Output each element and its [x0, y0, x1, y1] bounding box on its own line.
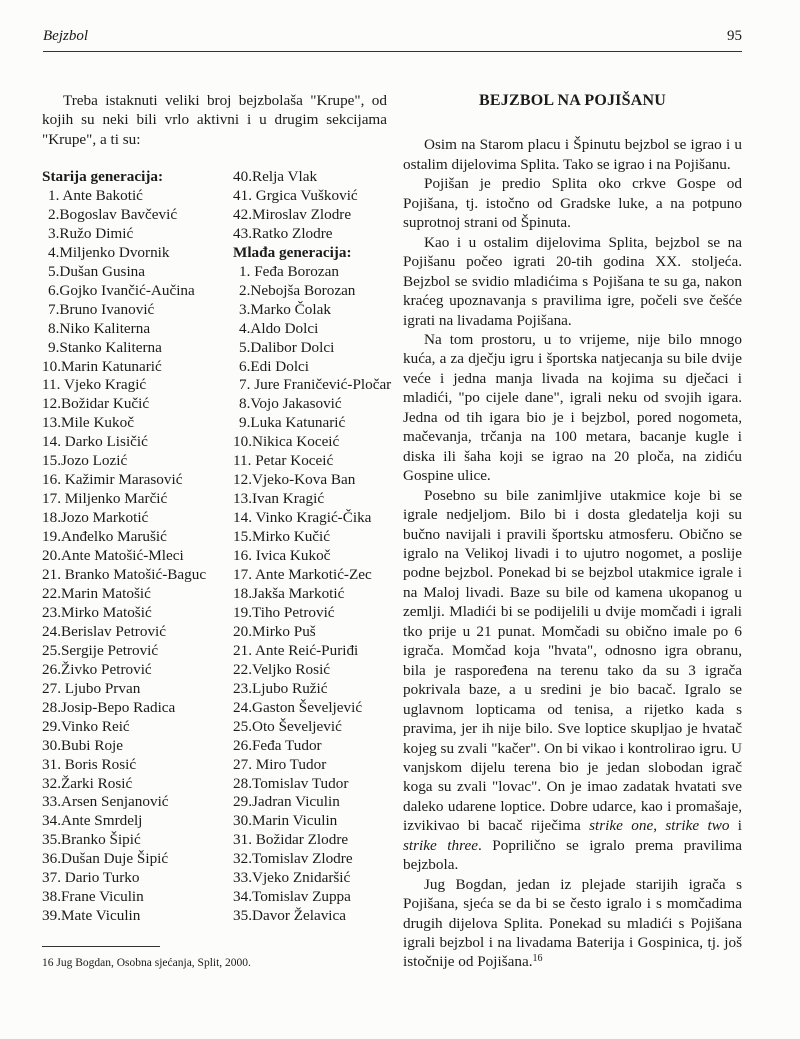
italic-term: strike two	[665, 817, 730, 835]
intro-paragraph: Treba istaknuti veliki broj bejzbolaša "Krupe", od kojih su neki bili vrlo aktivni i u drugim sekcijama "Krupe", a ti su:	[42, 92, 387, 148]
paragraph: Osim na Starom placu i Špinutu bejzbol se igrao i u ostalim dijelovima Splita. Tako se igrao i na Pojišanu.	[403, 136, 742, 173]
list-item: 6.Gojko Ivančić-Aučina	[48, 281, 195, 299]
list-item: 28.Tomislav Tudor	[233, 774, 349, 792]
list-item: 37. Dario Turko	[42, 869, 140, 887]
list-item: 33.Arsen Senjanović	[42, 793, 169, 811]
list-item: 19.Tiho Petrović	[233, 603, 335, 621]
list-item: 17. Miljenko Marčić	[42, 490, 168, 508]
list-item: 26.Feđa Tudor	[233, 736, 322, 754]
list-item: 29.Vinko Reić	[42, 717, 130, 735]
list-item: 25.Sergije Petrović	[42, 641, 159, 659]
list-item: 4.Miljenko Dvornik	[48, 243, 170, 261]
list-item: 34.Tomislav Zuppa	[233, 888, 351, 906]
list-item: 31. Božidar Zlodre	[233, 831, 349, 849]
paragraph	[403, 486, 742, 875]
list-item: 21. Ante Reić-Puriđi	[233, 641, 359, 659]
list-item: 26.Živko Petrović	[42, 660, 152, 678]
list-item: 36.Dušan Duje Šipić	[42, 850, 169, 868]
list-item: 21. Branko Matošić-Baguc	[42, 566, 207, 584]
list-heading-younger: Mlađa generacija:	[233, 243, 352, 261]
footnote: 16 Jug Bogdan, Osobna sjećanja, Split, 2000.	[42, 957, 251, 969]
list-item: 7. Jure Franičević-Pločar	[239, 376, 392, 394]
header-rule	[43, 51, 742, 52]
page-number: 95	[727, 28, 742, 44]
list-item: 8.Vojo Jakasović	[239, 395, 342, 413]
paragraph-tail: . Poprilično se igralo prema pravilima bejzbola.	[403, 836, 742, 874]
separator: ,	[653, 817, 666, 835]
list-item: 16. Ivica Kukoč	[233, 547, 331, 565]
list-item: 9.Stanko Kaliterna	[48, 338, 162, 356]
list-item: 11. Petar Koceić	[233, 452, 334, 470]
list-item: 7.Bruno Ivanović	[48, 300, 155, 318]
list-item: 12.Božidar Kučić	[42, 395, 150, 413]
paragraph: Pojišan je predio Splita oko crkve Gospe od Pojišana, tj. istočno od Gradske luke, a na potpuno suprotnoj strani od Špinuta.	[403, 175, 742, 232]
list-item: 20.Mirko Puš	[233, 622, 316, 640]
paragraph: Na tom prostoru, u to vrijeme, nije bilo mnogo kuća, a za dječju igru i športska natjecanja su bile dvije veće i jedna manja livada na kojima su dječaci i mladići, "po cijele dane", igrali neku od svojih igara. Jedna od tih igara bio je i bejzbol, pored nogometa, mačevanja, trčanja na 100 metara, bacanje kugle i diska ili šaha koji se igrao na 20 ploča, na zidiću Gospine ulice.	[403, 330, 742, 485]
list-item: 27. Ljubo Prvan	[42, 679, 141, 697]
list-item: 19.Anđelko Marušić	[42, 528, 167, 546]
list-item: 24.Gaston Ševeljević	[233, 698, 363, 716]
list-item: 41. Grgica Vušković	[233, 186, 358, 204]
list-item: 11. Vjeko Kragić	[42, 376, 147, 394]
paragraph: Kao i u ostalim dijelovima Splita, bejzbol se na Pojišanu počeo igrati 20-tih godina XX. stoljeća. Bejzbol se svidio mladićima s Pojišana te su ga, nakon kraćeg upoznavanja s pravilima igre, počeli sve češće igrati na livadama Pojišana.	[403, 233, 742, 329]
list-item: 30.Marin Viculin	[233, 812, 338, 830]
list-item: 34.Ante Smrdelj	[42, 812, 143, 830]
left-column	[42, 91, 392, 925]
list-item: 15.Mirko Kučić	[233, 528, 331, 546]
list-item: 9.Luka Katunarić	[239, 414, 346, 432]
list-item: 22.Marin Matošić	[42, 584, 151, 602]
paragraph-text: Posebno su bile zanimljive utakmice koje bi se igrale nedjeljom. Bilo bi i dosta gledatelja koji su bučno navijali i pravili športsku atmosferu. Obično se igralo na Velikoj livadi i to ujutro nogomet, a poslije podne bejzbol. Ponekad bi se bejzbol utakmice igrale i na Maloj livadi. Baze su bile od kamena ukopanog u zemlji. Mladići bi se podijelili u dvije momčadi i igrali tko prije u 21 punat. Momčadi su obično imale po 6 igrača. Momčad koja "hvata", odnosno igra obranu, bila je raspoređena na terenu tako da su 3 igrača pokrivala baze, a u sredini je bio bacač. Igralo se uglavnom lopticama od tenisa, a rijetko kada s pravima, jer ih nije bilo. Sve loptice skupljao je hvatač kojeg su zvali "kačer". On bi vikao i kontrolirao igru. U vanjskom dijelu terena bio je jedan slobodan igrač koga su zvali "lovac". On je imao zadatak hvatati sve daleko udarene loptice. Dobre udarce, kao i promašaje, izvikivao bi bacač riječima	[403, 486, 742, 835]
list-item: 20.Ante Matošić-Mleci	[42, 547, 184, 565]
player-list-column-1	[42, 168, 206, 926]
list-item: 4.Aldo Dolci	[239, 319, 319, 337]
list-item: 38.Frane Viculin	[42, 888, 144, 906]
list-item: 10.Marin Katunarić	[42, 357, 162, 375]
right-column	[403, 91, 742, 972]
list-item: 23.Ljubo Ružić	[233, 679, 328, 697]
list-item: 32.Tomislav Zlodre	[233, 850, 353, 868]
list-item: 3.Marko Čolak	[239, 300, 331, 318]
list-item: 12.Vjeko-Kova Ban	[233, 471, 356, 489]
paragraph	[403, 875, 742, 972]
player-list-column-2	[233, 168, 391, 926]
list-item: 32.Žarki Rosić	[42, 774, 133, 792]
list-item: 23.Mirko Matošić	[42, 603, 152, 621]
list-item: 2.Bogoslav Bavčević	[48, 205, 178, 223]
italic-term: strike three	[403, 836, 478, 854]
running-title: Bejzbol	[43, 28, 88, 44]
list-item: 3.Ružo Dimić	[48, 224, 134, 242]
list-item: 5.Dušan Gusina	[48, 262, 146, 280]
list-item: 35.Davor Želavica	[233, 907, 347, 925]
list-item: 39.Mate Viculin	[42, 907, 141, 925]
list-item: 24.Berislav Petrović	[42, 622, 167, 640]
list-item: 28.Josip-Bepo Radica	[42, 698, 176, 716]
paragraph-text: Jug Bogdan, jedan iz plejade starijih igrača s Pojišana, sjeća se da bi se često igralo i s momčadima drugih dijelova Splita. Ponekad su mladići s Pojišana igrali bejzbol i na livadama Baterija i Gospinica, tj. još istočnije od Pojišana.	[403, 875, 742, 971]
list-item: 5.Dalibor Dolci	[239, 338, 335, 356]
separator: i	[729, 817, 743, 835]
section-title: BEJZBOL NA POJIŠANU	[479, 92, 666, 109]
list-item: 42.Miroslav Zlodre	[233, 205, 352, 223]
list-item: 15.Jozo Lozić	[42, 452, 128, 470]
list-item: 31. Boris Rosić	[42, 755, 137, 773]
list-item: 6.Edi Dolci	[239, 357, 310, 375]
list-item: 16. Kažimir Marasović	[42, 471, 183, 489]
list-item: 2.Nebojša Borozan	[239, 281, 356, 299]
list-item: 17. Ante Markotić-Zec	[233, 566, 372, 584]
list-item: 35.Branko Šipić	[42, 831, 141, 849]
list-item: 18.Jozo Markotić	[42, 509, 149, 527]
list-item: 14. Darko Lisičić	[42, 433, 148, 451]
running-head	[43, 28, 742, 50]
list-item: 33.Vjeko Znidaršić	[233, 869, 351, 887]
list-item: 27. Miro Tudor	[233, 755, 327, 773]
list-item: 13.Ivan Kragić	[233, 490, 325, 508]
italic-term: strike one	[589, 817, 654, 835]
list-item: 22.Veljko Rosić	[233, 660, 331, 678]
list-heading-older: Starija generacija:	[42, 168, 164, 185]
footnote-rule	[42, 946, 160, 947]
list-item: 10.Nikica Koceić	[233, 433, 340, 451]
list-item: 25.Oto Ševeljević	[233, 717, 342, 735]
list-item: 1. Ante Bakotić	[48, 186, 143, 204]
list-item: 1. Feđa Borozan	[239, 262, 339, 280]
footnote-marker[interactable]: 16	[532, 953, 543, 965]
list-item: 14. Vinko Kragić-Čika	[233, 509, 372, 527]
list-item: 29.Jadran Viculin	[233, 793, 340, 811]
list-item: 30.Bubi Roje	[42, 736, 124, 754]
list-item: 13.Mile Kukoč	[42, 414, 134, 432]
list-item: 40.Relja Vlak	[233, 168, 318, 185]
list-item: 18.Jakša Markotić	[233, 584, 345, 602]
list-item: 8.Niko Kaliterna	[48, 319, 151, 337]
list-item: 43.Ratko Zlodre	[233, 224, 333, 242]
